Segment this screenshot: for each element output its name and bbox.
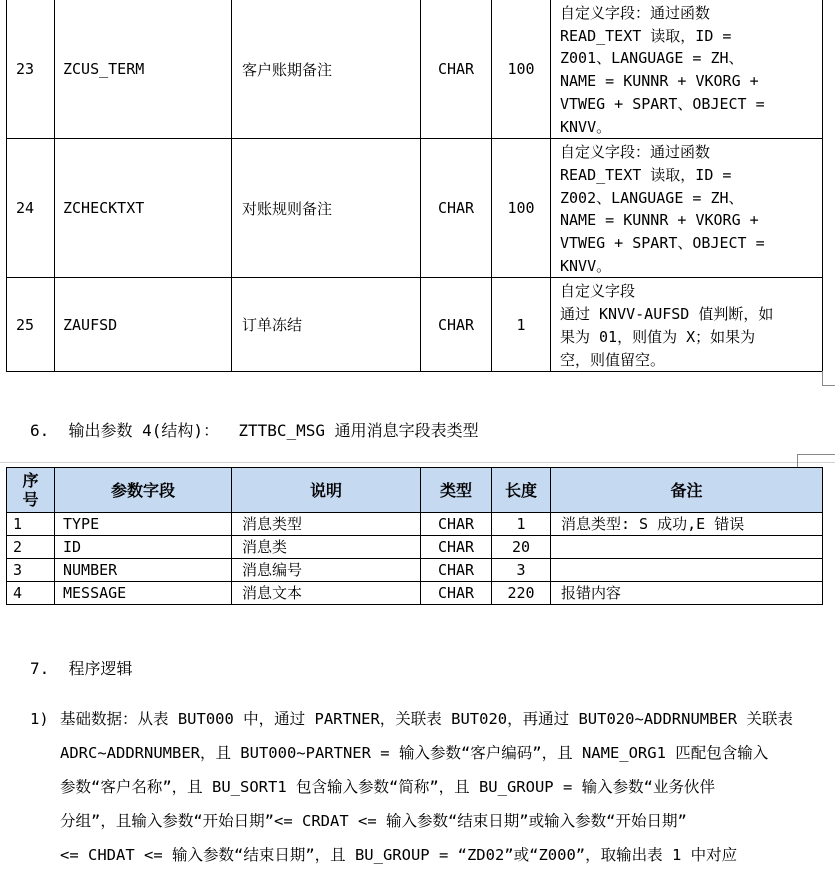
table-header-row [7, 468, 823, 513]
type-cell: CHAR [421, 536, 492, 559]
type-cell: CHAR [421, 559, 492, 582]
note-cell [551, 536, 823, 559]
field-cell: ZCUS_TERM [55, 0, 232, 139]
table-row [7, 536, 823, 559]
desc-cell: 消息文本 [232, 582, 421, 605]
type-cell: CHAR [421, 0, 492, 139]
note-cell: 报错内容 [551, 582, 823, 605]
table-row [7, 513, 823, 536]
field-cell: MESSAGE [55, 582, 232, 605]
seq-cell: 2 [7, 536, 55, 559]
desc-cell: 消息编号 [232, 559, 421, 582]
header-seq: 序 号 [7, 468, 55, 513]
field-cell: TYPE [55, 513, 232, 536]
type-cell: CHAR [421, 278, 492, 372]
header-type: 类型 [421, 468, 492, 513]
desc-cell: 消息类 [232, 536, 421, 559]
note-cell: 自定义字段：通过函数 READ_TEXT 读取，ID = Z001、LANGUAGE = ZH、 NAME = KUNNR + VKORG + VTWEG + SPART、OBJECT = KNVV。 [551, 0, 823, 139]
note-cell: 消息类型: S 成功,E 错误 [551, 513, 823, 536]
table-row [7, 582, 823, 605]
logic-line: ADRC~ADDRNUMBER，且 BUT000~PARTNER = 输入参数“客户编码”，且 NAME_ORG1 匹配包含输入 [60, 744, 769, 762]
type-cell: CHAR [421, 139, 492, 278]
table-row [7, 278, 823, 372]
length-cell: 100 [492, 0, 551, 139]
field-cell: ZAUFSD [55, 278, 232, 372]
table-row [7, 559, 823, 582]
section-7-heading: 7. 程序逻辑 [30, 659, 133, 678]
field-cell: NUMBER [55, 559, 232, 582]
seq-cell: 25 [7, 278, 55, 372]
page-corner-mark [822, 371, 835, 386]
output-table-4 [6, 467, 823, 605]
header-length: 长度 [492, 468, 551, 513]
header-field: 参数字段 [55, 468, 232, 513]
length-cell: 1 [492, 278, 551, 372]
page-corner-mark [797, 454, 835, 467]
header-note: 备注 [551, 468, 823, 513]
logic-line: <= CHDAT <= 输入参数“结束日期”，且 BU_GROUP = “ZD02”或“Z000”，取输出表 1 中对应 [60, 846, 738, 864]
output-table-1-continued [6, 0, 823, 372]
length-cell: 220 [492, 582, 551, 605]
section-6-heading: 6. 输出参数 4(结构)： ZTTBC_MSG 通用消息字段表类型 [30, 421, 479, 440]
seq-cell: 23 [7, 0, 55, 139]
length-cell: 20 [492, 536, 551, 559]
type-cell: CHAR [421, 582, 492, 605]
seq-cell: 3 [7, 559, 55, 582]
note-cell: 自定义字段 通过 KNVV-AUFSD 值判断，如 果为 01，则值为 X；如果为 空，则值留空。 [551, 278, 823, 372]
desc-cell: 订单冻结 [232, 278, 421, 372]
desc-cell: 消息类型 [232, 513, 421, 536]
field-cell: ZCHECKTXT [55, 139, 232, 278]
page-break-rule [0, 462, 835, 463]
logic-line: 基础数据：从表 BUT000 中，通过 PARTNER，关联表 BUT020，再通过 BUT020~ADDRNUMBER 关联表 [60, 710, 793, 728]
table-row [7, 0, 823, 139]
desc-cell: 客户账期备注 [232, 0, 421, 139]
logic-line: 参数“客户名称”，且 BU_SORT1 包含输入参数“简称”，且 BU_GROUP = 输入参数“业务伙伴 [60, 778, 715, 796]
length-cell: 1 [492, 513, 551, 536]
length-cell: 100 [492, 139, 551, 278]
type-cell: CHAR [421, 513, 492, 536]
table-row [7, 139, 823, 278]
field-cell: ID [55, 536, 232, 559]
logic-text [60, 702, 830, 872]
length-cell: 3 [492, 559, 551, 582]
note-cell [551, 559, 823, 582]
seq-cell: 1 [7, 513, 55, 536]
logic-line: 分组”，且输入参数“开始日期”<= CRDAT <= 输入参数“结束日期”或输入参数“开始日期” [60, 812, 687, 830]
list-number: 1) [30, 710, 49, 728]
header-desc: 说明 [232, 468, 421, 513]
note-cell: 自定义字段：通过函数 READ_TEXT 读取，ID = Z002、LANGUAGE = ZH、 NAME = KUNNR + VKORG + VTWEG + SPART、OBJECT = KNVV。 [551, 139, 823, 278]
desc-cell: 对账规则备注 [232, 139, 421, 278]
seq-cell: 4 [7, 582, 55, 605]
seq-cell: 24 [7, 139, 55, 278]
